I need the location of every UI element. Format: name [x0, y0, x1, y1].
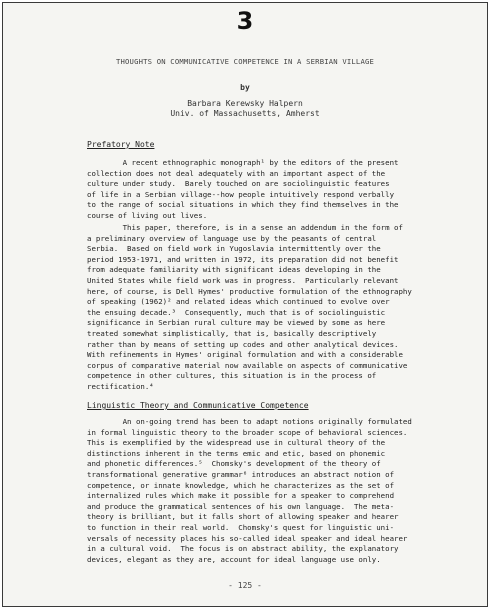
chapter-number: 3 [236, 7, 254, 35]
section-heading-linguistic-theory: Linguistic Theory and Communicative Competence [87, 401, 309, 410]
page-number: - 125 - [228, 581, 262, 590]
paragraph-prefatory-1: A recent ethnographic monograph¹ by the editors of the present collection does not deal adequately with an important aspect of the culture under study. Barely touched on are sociolinguistic features of life in a Serbian village--how people intuitively respond verbally to the range of social situations in which they find themselves in the course of living out lives. [87, 158, 399, 220]
byline: by [240, 83, 250, 92]
document-page [2, 2, 488, 607]
paragraph-prefatory-2: This paper, therefore, is in a sense an addendum in the form of a preliminary overview of language use by the peasants of central Serbia. Based on field work in Yugoslavia intermittently over the period 1953-1971, and written in 1972, its preparation did not benefit from adequate familiarity with significant ideas developing in the United States while field work was in progress. Particularly relevant here, of course, is Dell Hymes' productive formulation of the ethnography of speaking (1962)² and related ideas which continued to evolve over the ensuing decade.³ Consequently, much that is of sociolinguistic significance in Serbian rural culture may be viewed by some as here treated somewhat simplistically, that is, basically descriptively rather than by means of setting up codes and other analytical devices. With refinements in Hymes' original formulation and with a considerable corpus of comparative material now available on aspects of communicative competence in other cultures, this situation is in the process of rectification.⁴ [87, 223, 412, 391]
author-affiliation: Univ. of Massachusetts, Amherst [170, 109, 320, 118]
article-title: THOUGHTS ON COMMUNICATIVE COMPETENCE IN A SERBIAN VILLAGE [115, 57, 375, 66]
paragraph-linguistic-theory-1: An on-going trend has been to adapt notions originally formulated in formal linguistic theory to the broader scope of behavioral sciences. This is exemplified by the widespread use in cultural theory of the distinctions inherent in the terms emic and etic, based on phonemic and phonetic differences.⁵ Chomsky's development of the theory of transformational generative grammar⁶ introduces an abstract notion of competence, or innate knowledge, which he characterizes as the set of internalized rules which make it possible for a speaker to comprehend and produce the grammatical sentences of his own language. The meta- theory is brilliant, but it falls short of allowing speaker and hearer to function in their real world. Chomsky's quest for linguistic uni- versals of necessity places his so-called ideal speaker and ideal hearer in a cultural void. The focus is on abstract ability, the explanatory devices, elegant as they are, account for ideal language use only. [87, 417, 412, 564]
section-heading-prefatory-note: Prefatory Note [87, 140, 155, 149]
author-name: Barbara Kerewsky Halpern [187, 99, 303, 108]
